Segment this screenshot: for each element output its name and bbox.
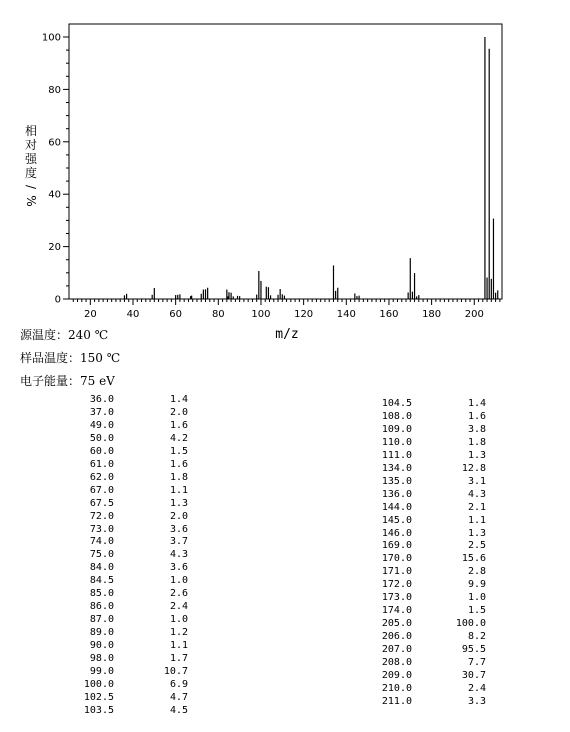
abundance-cell: 4.7 xyxy=(169,691,188,703)
abundance-cell: 1.3 xyxy=(467,527,486,539)
table-row xyxy=(62,420,188,433)
y-tick-label: 0 xyxy=(54,294,61,306)
table-row xyxy=(360,437,486,450)
mz-cell: 136.0 xyxy=(381,488,412,500)
table-row xyxy=(62,433,188,446)
mz-cell: 60.0 xyxy=(89,445,114,457)
chart-peaks xyxy=(124,37,497,299)
abundance-cell: 1.5 xyxy=(467,605,486,617)
abundance-cell: 3.6 xyxy=(169,523,188,535)
abundance-cell: 10.7 xyxy=(163,666,188,678)
table-row xyxy=(62,511,188,524)
table-row xyxy=(360,515,486,528)
y-axis-label-char: 对 xyxy=(24,138,37,152)
abundance-cell: 3.6 xyxy=(169,562,188,574)
table-row xyxy=(62,627,188,640)
abundance-cell: 1.3 xyxy=(169,497,188,509)
mz-cell: 100.0 xyxy=(83,678,114,690)
mz-cell: 109.0 xyxy=(381,423,412,435)
abundance-cell: 2.1 xyxy=(467,501,486,513)
abundance-cell: 15.6 xyxy=(461,553,486,565)
x-tick-label: 100 xyxy=(251,309,271,320)
abundance-cell: 4.2 xyxy=(169,432,188,444)
y-tick-label: 60 xyxy=(48,137,61,149)
mz-cell: 174.0 xyxy=(381,605,412,617)
y-axis-label-char: % xyxy=(24,195,38,207)
mz-cell: 37.0 xyxy=(89,406,114,418)
abundance-cell: 1.3 xyxy=(467,449,486,461)
mz-cell: 74.0 xyxy=(89,536,114,548)
y-axis-label-char: / xyxy=(24,184,38,190)
mz-cell: 205.0 xyxy=(381,618,412,630)
mz-cell: 209.0 xyxy=(381,670,412,682)
table-row xyxy=(360,424,486,437)
mz-cell: 84.0 xyxy=(89,562,114,574)
table-row xyxy=(360,605,486,618)
abundance-cell: 1.6 xyxy=(169,419,188,431)
y-axis-label-char: 强 xyxy=(24,152,37,166)
table-row xyxy=(62,549,188,562)
mz-cell: 102.5 xyxy=(83,691,114,703)
abundance-cell: 1.5 xyxy=(169,445,188,457)
table-row xyxy=(360,566,486,579)
table-row xyxy=(62,536,188,549)
source-temperature: 源温度：240 ℃ xyxy=(20,328,109,342)
table-row xyxy=(62,588,188,601)
mz-cell: 144.0 xyxy=(381,501,412,513)
table-row xyxy=(62,394,188,407)
abundance-cell: 3.8 xyxy=(467,423,486,435)
mz-cell: 49.0 xyxy=(89,419,114,431)
table-row xyxy=(62,524,188,537)
mz-cell: 85.0 xyxy=(89,588,114,600)
y-tick-label: 40 xyxy=(48,189,61,201)
mz-cell: 110.0 xyxy=(381,436,412,448)
mz-cell: 87.0 xyxy=(89,614,114,626)
abundance-cell: 12.8 xyxy=(461,462,486,474)
table-row xyxy=(62,614,188,627)
abundance-cell: 1.8 xyxy=(467,436,486,448)
mz-cell: 73.0 xyxy=(89,523,114,535)
y-axis-label-char: 相 xyxy=(24,124,37,138)
abundance-cell: 4.3 xyxy=(467,488,486,500)
table-row xyxy=(360,463,486,476)
chart-ticks xyxy=(42,33,500,321)
x-tick-label: 140 xyxy=(336,309,356,320)
x-tick-label: 180 xyxy=(422,309,442,320)
abundance-cell: 1.1 xyxy=(169,484,188,496)
plot-frame xyxy=(69,24,502,299)
sample-temperature: 样品温度：150 ℃ xyxy=(20,351,121,365)
mz-cell: 36.0 xyxy=(89,394,114,405)
table-row xyxy=(360,528,486,541)
abundance-cell: 9.9 xyxy=(467,579,486,591)
x-tick-label: 40 xyxy=(126,309,140,320)
table-row xyxy=(360,502,486,515)
abundance-cell: 6.9 xyxy=(169,678,188,690)
mz-cell: 146.0 xyxy=(381,527,412,539)
table-row xyxy=(62,692,188,705)
mz-cell: 111.0 xyxy=(381,449,412,461)
table-row xyxy=(62,459,188,472)
mz-cell: 207.0 xyxy=(381,644,412,656)
chart-axes xyxy=(69,24,502,299)
mz-cell: 104.5 xyxy=(381,398,412,409)
mz-cell: 90.0 xyxy=(89,640,114,652)
abundance-cell: 30.7 xyxy=(461,670,486,682)
abundance-cell: 1.1 xyxy=(169,640,188,652)
mz-cell: 103.5 xyxy=(83,704,114,716)
abundance-cell: 4.3 xyxy=(169,549,188,561)
abundance-cell: 1.2 xyxy=(169,627,188,639)
table-row xyxy=(360,553,486,566)
abundance-cell: 1.4 xyxy=(169,394,188,405)
mz-cell: 99.0 xyxy=(89,666,114,678)
table-row xyxy=(62,666,188,679)
mz-cell: 169.0 xyxy=(381,540,412,552)
mz-cell: 172.0 xyxy=(381,579,412,591)
mz-cell: 145.0 xyxy=(381,514,412,526)
table-row xyxy=(360,670,486,683)
table-row xyxy=(62,640,188,653)
abundance-cell: 1.0 xyxy=(169,614,188,626)
mz-cell: 135.0 xyxy=(381,475,412,487)
abundance-cell: 2.6 xyxy=(169,588,188,600)
table-row xyxy=(62,446,188,459)
table-row xyxy=(62,407,188,420)
abundance-cell: 1.4 xyxy=(467,398,486,409)
abundance-cell: 1.7 xyxy=(169,653,188,665)
table-row xyxy=(360,579,486,592)
table-row xyxy=(360,398,486,411)
abundance-cell: 1.1 xyxy=(467,514,486,526)
mz-cell: 134.0 xyxy=(381,462,412,474)
table-row xyxy=(62,472,188,485)
abundance-cell: 1.0 xyxy=(169,575,188,587)
abundance-cell: 3.1 xyxy=(467,475,486,487)
table-row xyxy=(62,575,188,588)
table-row xyxy=(360,631,486,644)
peak-table-right xyxy=(360,398,486,709)
mz-cell: 67.5 xyxy=(89,497,114,509)
mz-cell: 170.0 xyxy=(381,553,412,565)
y-axis-label xyxy=(24,124,38,208)
y-tick-label: 80 xyxy=(48,84,61,96)
table-row xyxy=(360,618,486,631)
mz-cell: 84.5 xyxy=(89,575,114,587)
table-row xyxy=(360,476,486,489)
mz-cell: 72.0 xyxy=(89,510,114,522)
abundance-cell: 1.6 xyxy=(169,458,188,470)
y-tick-label: 20 xyxy=(48,242,61,254)
table-row xyxy=(360,540,486,553)
abundance-cell: 2.0 xyxy=(169,510,188,522)
table-row xyxy=(62,653,188,666)
mz-cell: 75.0 xyxy=(89,549,114,561)
abundance-cell: 95.5 xyxy=(461,644,486,656)
mz-cell: 210.0 xyxy=(381,682,412,694)
mz-cell: 89.0 xyxy=(89,627,114,639)
x-tick-label: 200 xyxy=(464,309,484,320)
abundance-cell: 1.6 xyxy=(467,410,486,422)
abundance-cell: 4.5 xyxy=(169,704,188,716)
table-row xyxy=(360,696,486,709)
abundance-cell: 7.7 xyxy=(467,657,486,669)
x-tick-label: 160 xyxy=(379,309,399,320)
x-tick-label: 80 xyxy=(211,309,225,320)
x-axis-label: m/z xyxy=(275,327,299,340)
x-tick-label: 120 xyxy=(294,309,314,320)
table-row xyxy=(360,489,486,502)
table-row xyxy=(62,679,188,692)
table-row xyxy=(360,450,486,463)
mz-cell: 62.0 xyxy=(89,471,114,483)
table-row xyxy=(62,562,188,575)
mz-cell: 108.0 xyxy=(381,410,412,422)
mz-cell: 211.0 xyxy=(381,695,412,707)
abundance-cell: 1.0 xyxy=(467,592,486,604)
table-row xyxy=(62,601,188,614)
x-tick-label: 60 xyxy=(169,309,183,320)
mz-cell: 61.0 xyxy=(89,458,114,470)
mz-cell: 173.0 xyxy=(381,592,412,604)
mz-cell: 98.0 xyxy=(89,653,114,665)
table-row xyxy=(62,485,188,498)
table-row xyxy=(62,498,188,511)
mz-cell: 86.0 xyxy=(89,601,114,613)
abundance-cell: 8.2 xyxy=(467,631,486,643)
y-tick-label: 100 xyxy=(41,32,61,44)
table-row xyxy=(360,683,486,696)
abundance-cell: 2.4 xyxy=(467,682,486,694)
abundance-cell: 2.5 xyxy=(467,540,486,552)
table-row xyxy=(62,705,188,718)
table-row xyxy=(360,644,486,657)
table-row xyxy=(360,592,486,605)
table-row xyxy=(360,411,486,424)
table-row xyxy=(360,657,486,670)
abundance-cell: 2.0 xyxy=(169,406,188,418)
abundance-cell: 3.7 xyxy=(169,536,188,548)
abundance-cell: 100.0 xyxy=(455,618,486,630)
mass-spectrum-chart xyxy=(0,0,570,340)
abundance-cell: 3.3 xyxy=(467,695,486,707)
mz-cell: 67.0 xyxy=(89,484,114,496)
y-axis-label-char: 度 xyxy=(24,166,37,180)
peak-table-left xyxy=(62,394,188,718)
abundance-cell: 1.8 xyxy=(169,471,188,483)
mz-cell: 208.0 xyxy=(381,657,412,669)
mz-cell: 50.0 xyxy=(89,432,114,444)
abundance-cell: 2.4 xyxy=(169,601,188,613)
electron-energy: 电子能量：75 eV xyxy=(20,374,115,388)
mz-cell: 171.0 xyxy=(381,566,412,578)
x-tick-label: 20 xyxy=(83,309,97,320)
abundance-cell: 2.8 xyxy=(467,566,486,578)
mz-cell: 206.0 xyxy=(381,631,412,643)
